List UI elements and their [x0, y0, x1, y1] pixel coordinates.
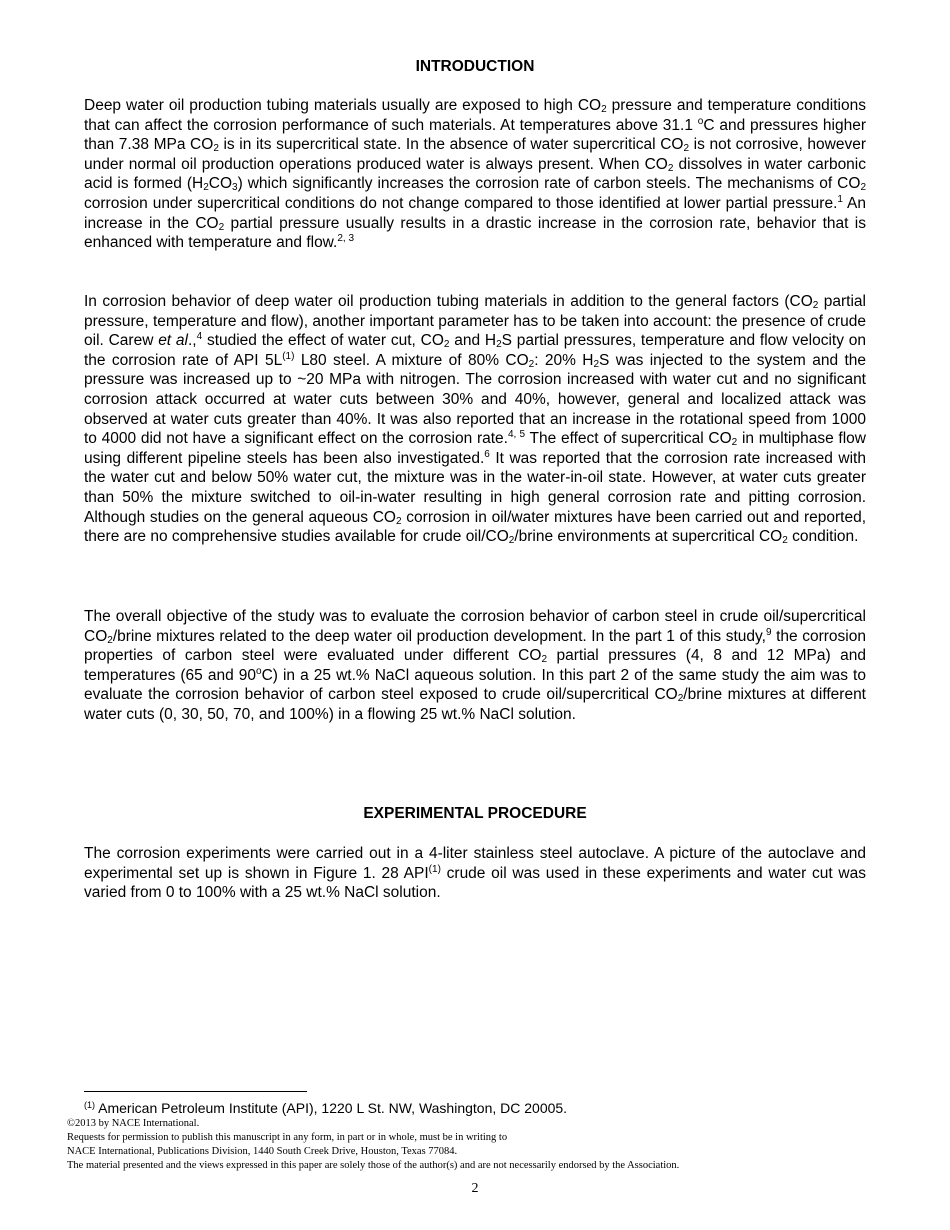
procedure-paragraph: The corrosion experiments were carried out in a 4-liter stainless steel autoclave. A picture of the autoclave and experimental set up is shown in Figure 1. 28 API$^{(1)}$ crude oil was used in these experiments and water cut was varied from 0 to 100% with a 25 wt.% NaCl solution. [84, 845, 866, 902]
page-number: 2 [471, 1181, 479, 1196]
disclaimer-notice: The material presented and the views expressed in this paper are solely those of the author(s) and are not necessarily endorsed by the Association. [67, 1160, 680, 1171]
intro-paragraph-1: Deep water oil production tubing materials usually are exposed to high $CO_2$ pressure and temperature conditions that can affect the corrosion performance of such materials. At temperatures above 31.1 $^o$C and pressures higher than 7.38 MPa $CO_2$ is in its supercritical state. In the absence of water supercritical $CO_2$ is not corrosive, however under normal oil production operations produced water is always present. When $CO_2$ dissolves in water carbonic acid is formed $(H_2CO_3)$ which significantly increases the corrosion rate of carbon steels. The mechanisms of $CO_2$ corrosion under supercritical conditions do not change compared to those identified at lower partial pressure.$^1$ An increase in the $CO_2$ partial pressure usually results in a drastic increase in the corrosion rate, behavior that is enhanced with temperature and flow.$^{2, 3}$ [84, 97, 867, 252]
introduction-heading: INTRODUCTION [415, 58, 535, 75]
reference-9: 9 [765, 626, 772, 638]
reference-4-5: 4, 5 [507, 429, 526, 441]
reference-2-3: 2, 3 [337, 233, 355, 245]
footnote-divider [84, 1091, 307, 1092]
copyright-notice: ©2013 by NACE International. [67, 1118, 200, 1129]
footnote-mark: (1) [428, 863, 441, 875]
intro-paragraph-3: The overall objective of the study was to evaluate the corrosion behavior of carbon steel in crude oil/supercritical $CO_2$/brine mixtures related to the deep water oil production development. In the part 1 of this study,$^9$ the corrosion properties of carbon steel were evaluated under different $CO_2$ partial pressures (4, 8 and 12 MPa) and temperatures (65 and 90$^o$C) in a 25 wt.% NaCl aqueous solution. In this part 2 of the same study the aim was to evaluate the corrosion behavior of carbon steel exposed to crude oil/supercritical $CO_2$/brine mixtures at different water cuts (0, 30, 50, 70, and 100%) in a flowing 25 wt.% NaCl solution. [84, 608, 866, 723]
reference-6: 6 [484, 448, 490, 460]
reference-4: 4 [196, 331, 203, 343]
experimental-procedure-heading: EXPERIMENTAL PROCEDURE [363, 805, 587, 822]
reference-1: 1 [837, 193, 843, 205]
permission-notice-line-2: NACE International, Publications Division, 1440 South Creek Drive, Houston, Texas 77084. [67, 1146, 458, 1157]
intro-paragraph-2: In corrosion behavior of deep water oil production tubing materials in addition to the general factors ($CO_2$ partial pressure, temperature and flow), another important parameter has to be taken into account: the presence of crude oil. Carew et al.,$^4$ studied the effect of water cut, $CO_2$ and $H_2S$ partial pressures, temperature and flow velocity on the corrosion rate of API $5L^{(1)}$ L80 steel. A mixture of 80% $CO_2$: 20% $H_2S$ was injected to the system and the pressure was increased up to ~20 MPa with nitrogen. The corrosion increased with water cut and no significant corrosion attack occurred at water cuts between 30% and 40%, however, general and localized attack was observed at water cuts greater than 40%. It was also reported that an increase in the rotational speed from 1000 to 4000 did not have a significant effect on the corrosion rate.$^{4, 5}$ The effect of supercritical $CO_2$ in multiphase flow using different pipeline steels has been also investigated.$^6$ It was reported that the corrosion rate increased with the water cut and below 50% water cut, the mixture was in the water-in-oil state. However, at water cuts greater than 50% the mixture switched to oil-in-water resulting in high general corrosion rate and pitting corrosion. Although studies on the general aqueous $CO_2$ corrosion in oil/water mixtures have been carried out and reported, there are no comprehensive studies available for crude oil/$CO_2$/brine environments at supercritical $CO_2$ condition. [84, 293, 866, 547]
permission-notice-line-1: Requests for permission to publish this manuscript in any form, in part or in whole, must be in writing to [67, 1132, 508, 1143]
footnote-api: $^{(1)}$ American Petroleum Institute (API), 1220 L St. NW, Washington, DC 20005. [84, 1100, 568, 1116]
footnote-mark: (1) [282, 350, 295, 362]
